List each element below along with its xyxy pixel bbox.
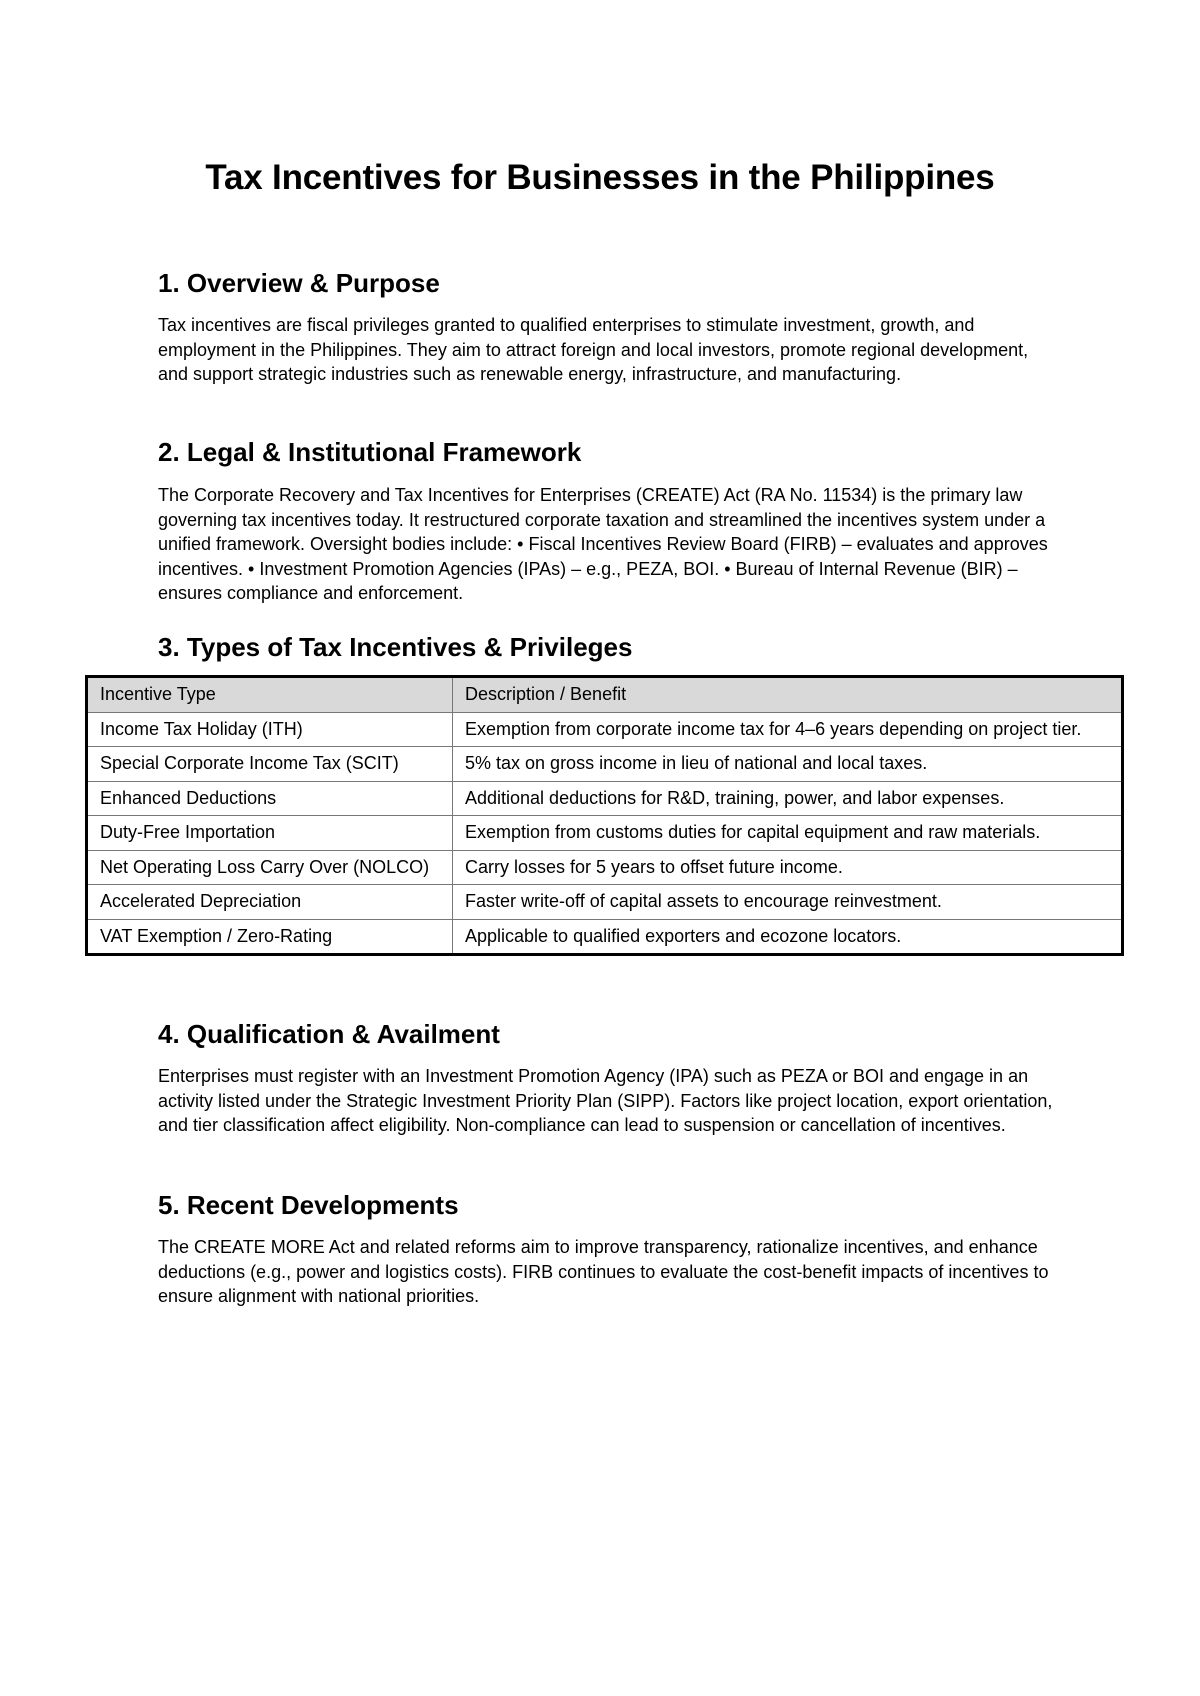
table-cell: Special Corporate Income Tax (SCIT) [87,747,453,782]
table-header-row [87,677,1123,713]
table-cell: Applicable to qualified exporters and ecozone locators. [453,919,1123,955]
incentives-table [85,675,1124,956]
table-cell: Faster write-off of capital assets to encourage reinvestment. [453,885,1123,920]
document-title: Tax Incentives for Businesses in the Philippines [205,158,995,197]
table-cell: VAT Exemption / Zero-Rating [87,919,453,955]
table-cell: Exemption from customs duties for capital equipment and raw materials. [453,816,1123,851]
section-body-recent-developments: The CREATE MORE Act and related reforms aim to improve transparency, rationalize incentives, and enhance deductions (e.g., power and logistics costs). FIRB continues to evaluate the cost-benefit impacts of incentives to ensure alignment with national priorities. [158,1237,1049,1307]
table-row [87,816,1123,851]
section-heading-legal-framework: 2. Legal & Institutional Framework [158,437,582,467]
table-row [87,712,1123,747]
section-body-overview: Tax incentives are fiscal privileges granted to qualified enterprises to stimulate investment, growth, and employment in the Philippines. They aim to attract foreign and local investors, promote regional development, and support strategic industries such as renewable energy, infrastructure, and manufacturing. [158,315,1029,385]
table-header-cell: Incentive Type [87,677,453,713]
section-heading-qualification: 4. Qualification & Availment [158,1019,500,1049]
table-cell: Accelerated Depreciation [87,885,453,920]
table-cell: Duty-Free Importation [87,816,453,851]
section-heading-incentive-types: 3. Types of Tax Incentives & Privileges [158,632,633,662]
table-row [87,919,1123,955]
section-body-legal-framework: The Corporate Recovery and Tax Incentives for Enterprises (CREATE) Act (RA No. 11534) is the primary law governing tax incentives today. It restructured corporate taxation and streamlined the incentives system under a unified framework. Oversight bodies include: • Fiscal Incentives Review Board (FIRB) – evaluates and approves incentives. • Investment Promotion Agencies (IPAs) – e.g., PEZA, BOI. • Bureau of Internal Revenue (BIR) – ensures compliance and enforcement. [158,485,1048,604]
table-cell: Enhanced Deductions [87,781,453,816]
section-body-qualification: Enterprises must register with an Investment Promotion Agency (IPA) such as PEZA or BOI and engage in an activity listed under the Strategic Investment Priority Plan (SIPP). Factors like project location, export orientation, and tier classification affect eligibility. Non-compliance can lead to suspension or cancellation of incentives. [158,1066,1053,1136]
table-cell: 5% tax on gross income in lieu of national and local taxes. [453,747,1123,782]
table-row [87,885,1123,920]
table-row [87,781,1123,816]
section-heading-recent-developments: 5. Recent Developments [158,1190,459,1220]
table-cell: Net Operating Loss Carry Over (NOLCO) [87,850,453,885]
section-heading-overview: 1. Overview & Purpose [158,268,440,298]
table-cell: Exemption from corporate income tax for 4–6 years depending on project tier. [453,712,1123,747]
table-row [87,747,1123,782]
table-cell: Income Tax Holiday (ITH) [87,712,453,747]
table-cell: Carry losses for 5 years to offset future income. [453,850,1123,885]
table-header-cell: Description / Benefit [453,677,1123,713]
table-cell: Additional deductions for R&D, training, power, and labor expenses. [453,781,1123,816]
table-row [87,850,1123,885]
